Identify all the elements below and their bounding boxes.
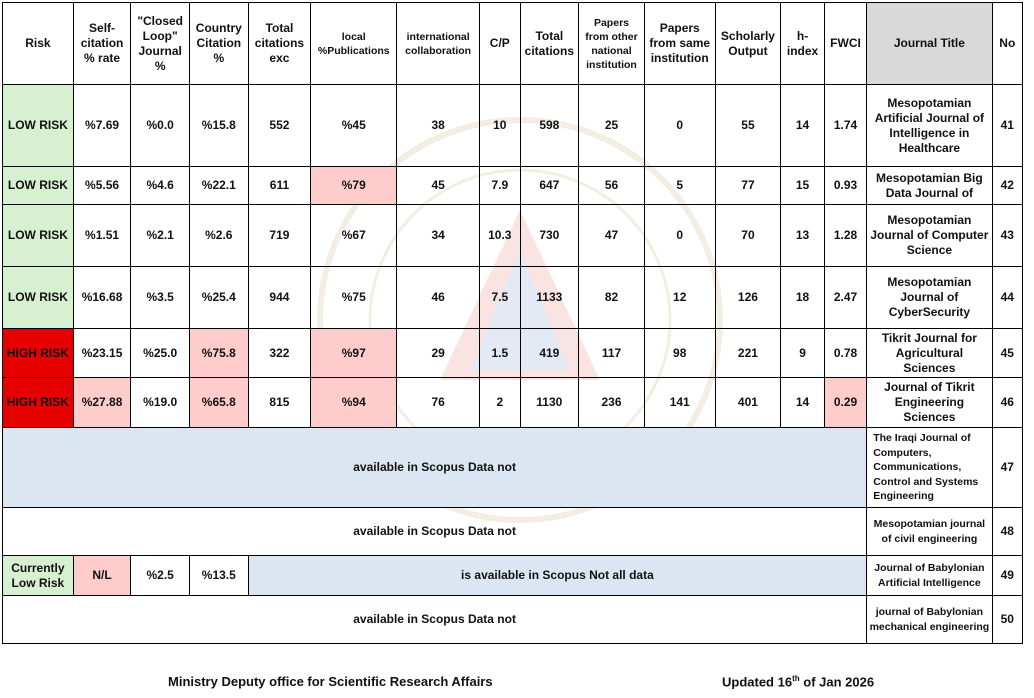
country-citation-cell: %25.4 [189, 267, 248, 329]
risk-cell: Currently Low Risk [3, 556, 74, 596]
row-number-cell: 45 [992, 329, 1022, 378]
data-not-available-message: available in Scopus Data not [3, 508, 867, 556]
row-number-cell: 44 [992, 267, 1022, 329]
fwci-cell: 0.93 [824, 167, 866, 205]
header-journal-title: Journal Title [867, 3, 992, 85]
journal-title-cell: Mesopotamian journal of civil engineering [867, 508, 992, 556]
journal-title-cell: Tikrit Journal for Agricultural Sciences [867, 329, 992, 378]
country-citation-cell: %75.8 [189, 329, 248, 378]
header-fwci: FWCI [824, 3, 866, 85]
data-not-available-message: available in Scopus Data not [3, 428, 867, 508]
header-local-publications: local %Publications [311, 3, 397, 85]
fwci-cell: 0.29 [824, 378, 866, 428]
self-citation-cell: %27.88 [73, 378, 131, 428]
closed-loop-cell: %19.0 [131, 378, 190, 428]
total-citations-cell: 598 [520, 85, 579, 167]
total-citations-exc-cell: 944 [248, 267, 311, 329]
closed-loop-cell: %2.1 [131, 205, 190, 267]
self-citation-cell: %7.69 [73, 85, 131, 167]
h-index-cell: 14 [781, 85, 824, 167]
papers-same-cell: 141 [644, 378, 715, 428]
fwci-cell: 1.74 [824, 85, 866, 167]
total-citations-cell: 730 [520, 205, 579, 267]
scholarly-output-cell: 77 [715, 167, 781, 205]
total-citations-exc-cell: 611 [248, 167, 311, 205]
header-row [3, 3, 1023, 85]
row-number-cell: 43 [992, 205, 1022, 267]
international-collaboration-cell: 45 [397, 167, 480, 205]
total-citations-exc-cell: 552 [248, 85, 311, 167]
updated-prefix: Updated 16 [722, 674, 793, 690]
table-row [3, 556, 1023, 596]
papers-same-cell: 5 [644, 167, 715, 205]
table-row [3, 428, 1023, 508]
papers-same-cell: 12 [644, 267, 715, 329]
risk-cell: LOW RISK [3, 85, 74, 167]
risk-cell: LOW RISK [3, 167, 74, 205]
row-number-cell: 46 [992, 378, 1022, 428]
header-total-citations-exc: Total citations exc [248, 3, 311, 85]
table-row [3, 267, 1023, 329]
total-citations-exc-cell: 719 [248, 205, 311, 267]
papers-other-cell: 56 [579, 167, 645, 205]
header-no: No [992, 3, 1022, 85]
table-row [3, 167, 1023, 205]
journal-title-cell: Journal of Babylonian Artificial Intelligence [867, 556, 992, 596]
header-country-citation: Country Citation % [189, 3, 248, 85]
papers-other-cell: 117 [579, 329, 645, 378]
h-index-cell: 14 [781, 378, 824, 428]
self-citation-cell: %23.15 [73, 329, 131, 378]
closed-loop-cell: %3.5 [131, 267, 190, 329]
total-citations-cell: 419 [520, 329, 579, 378]
updated-sup: th [792, 674, 800, 683]
row-number-cell: 41 [992, 85, 1022, 167]
risk-cell: HIGH RISK [3, 378, 74, 428]
closed-loop-cell: %4.6 [131, 167, 190, 205]
header-closed-loop: "Closed Loop" Journal % [131, 3, 190, 85]
total-citations-cell: 1130 [520, 378, 579, 428]
header-international-collaboration: international collaboration [397, 3, 480, 85]
local-publications-cell: %45 [311, 85, 397, 167]
total-citations-exc-cell: 322 [248, 329, 311, 378]
total-citations-cell: 1133 [520, 267, 579, 329]
local-publications-cell: %79 [311, 167, 397, 205]
journal-risk-table [2, 2, 1023, 644]
country-citation-cell: %65.8 [189, 378, 248, 428]
scholarly-output-cell: 55 [715, 85, 781, 167]
partial-data-message: is available in Scopus Not all data [248, 556, 867, 596]
scholarly-output-cell: 70 [715, 205, 781, 267]
updated-suffix: of Jan 2026 [799, 674, 875, 690]
h-index-cell: 13 [781, 205, 824, 267]
journal-title-cell: Mesopotamian Artificial Journal of Intelligence in Healthcare [867, 85, 992, 167]
country-citation-cell: %22.1 [189, 167, 248, 205]
row-number-cell: 50 [992, 596, 1022, 644]
fwci-cell: 0.78 [824, 329, 866, 378]
papers-same-cell: 0 [644, 85, 715, 167]
local-publications-cell: %94 [311, 378, 397, 428]
h-index-cell: 9 [781, 329, 824, 378]
row-number-cell: 48 [992, 508, 1022, 556]
papers-same-cell: 0 [644, 205, 715, 267]
journal-title-cell: Mesopotamian Journal of Computer Science [867, 205, 992, 267]
footer-updated-date [722, 674, 874, 689]
international-collaboration-cell: 29 [397, 329, 480, 378]
papers-other-cell: 47 [579, 205, 645, 267]
journal-title-cell: Mesopotamian Big Data Journal of [867, 167, 992, 205]
cp-cell: 1.5 [480, 329, 520, 378]
cp-cell: 7.5 [480, 267, 520, 329]
country-citation-cell: %13.5 [189, 556, 248, 596]
country-citation-cell: %2.6 [189, 205, 248, 267]
total-citations-cell: 647 [520, 167, 579, 205]
scholarly-output-cell: 126 [715, 267, 781, 329]
self-citation-cell: %16.68 [73, 267, 131, 329]
table-row [3, 378, 1023, 428]
table-row [3, 596, 1023, 644]
journal-title-cell: Journal of Tikrit Engineering Sciences [867, 378, 992, 428]
table-row [3, 329, 1023, 378]
header-scholarly-output: Scholarly Output [715, 3, 781, 85]
fwci-cell: 2.47 [824, 267, 866, 329]
cp-cell: 10.3 [480, 205, 520, 267]
scholarly-output-cell: 401 [715, 378, 781, 428]
header-self-citation: Self-citation % rate [73, 3, 131, 85]
risk-cell: LOW RISK [3, 205, 74, 267]
header-risk: Risk [3, 3, 74, 85]
journal-title-cell: journal of Babylonian mechanical engineering [867, 596, 992, 644]
self-citation-cell: %5.56 [73, 167, 131, 205]
papers-same-cell: 98 [644, 329, 715, 378]
local-publications-cell: %67 [311, 205, 397, 267]
papers-other-cell: 25 [579, 85, 645, 167]
cp-cell: 2 [480, 378, 520, 428]
risk-cell: LOW RISK [3, 267, 74, 329]
journal-title-cell: The Iraqi Journal of Computers, Communications, Control and Systems Engineering [867, 428, 992, 508]
row-number-cell: 47 [992, 428, 1022, 508]
international-collaboration-cell: 46 [397, 267, 480, 329]
cp-cell: 10 [480, 85, 520, 167]
h-index-cell: 18 [781, 267, 824, 329]
fwci-cell: 1.28 [824, 205, 866, 267]
journal-title-cell: Mesopotamian Journal of CyberSecurity [867, 267, 992, 329]
scholarly-output-cell: 221 [715, 329, 781, 378]
self-citation-cell: N/L [73, 556, 131, 596]
footer-office: Ministry Deputy office for Scientific Research Affairs [168, 674, 493, 689]
papers-other-cell: 236 [579, 378, 645, 428]
local-publications-cell: %97 [311, 329, 397, 378]
international-collaboration-cell: 38 [397, 85, 480, 167]
header-papers-same: Papers from same institution [644, 3, 715, 85]
header-papers-other: Papers from other national institution [579, 3, 645, 85]
total-citations-exc-cell: 815 [248, 378, 311, 428]
header-h-index: h-index [781, 3, 824, 85]
local-publications-cell: %75 [311, 267, 397, 329]
table-row [3, 85, 1023, 167]
country-citation-cell: %15.8 [189, 85, 248, 167]
table-row [3, 508, 1023, 556]
h-index-cell: 15 [781, 167, 824, 205]
papers-other-cell: 82 [579, 267, 645, 329]
data-not-available-message: available in Scopus Data not [3, 596, 867, 644]
risk-cell: HIGH RISK [3, 329, 74, 378]
header-total-citations: Total citations [520, 3, 579, 85]
closed-loop-cell: %2.5 [131, 556, 190, 596]
closed-loop-cell: %0.0 [131, 85, 190, 167]
international-collaboration-cell: 34 [397, 205, 480, 267]
header-cp: C/P [480, 3, 520, 85]
international-collaboration-cell: 76 [397, 378, 480, 428]
closed-loop-cell: %25.0 [131, 329, 190, 378]
row-number-cell: 49 [992, 556, 1022, 596]
cp-cell: 7.9 [480, 167, 520, 205]
self-citation-cell: %1.51 [73, 205, 131, 267]
row-number-cell: 42 [992, 167, 1022, 205]
table-row [3, 205, 1023, 267]
